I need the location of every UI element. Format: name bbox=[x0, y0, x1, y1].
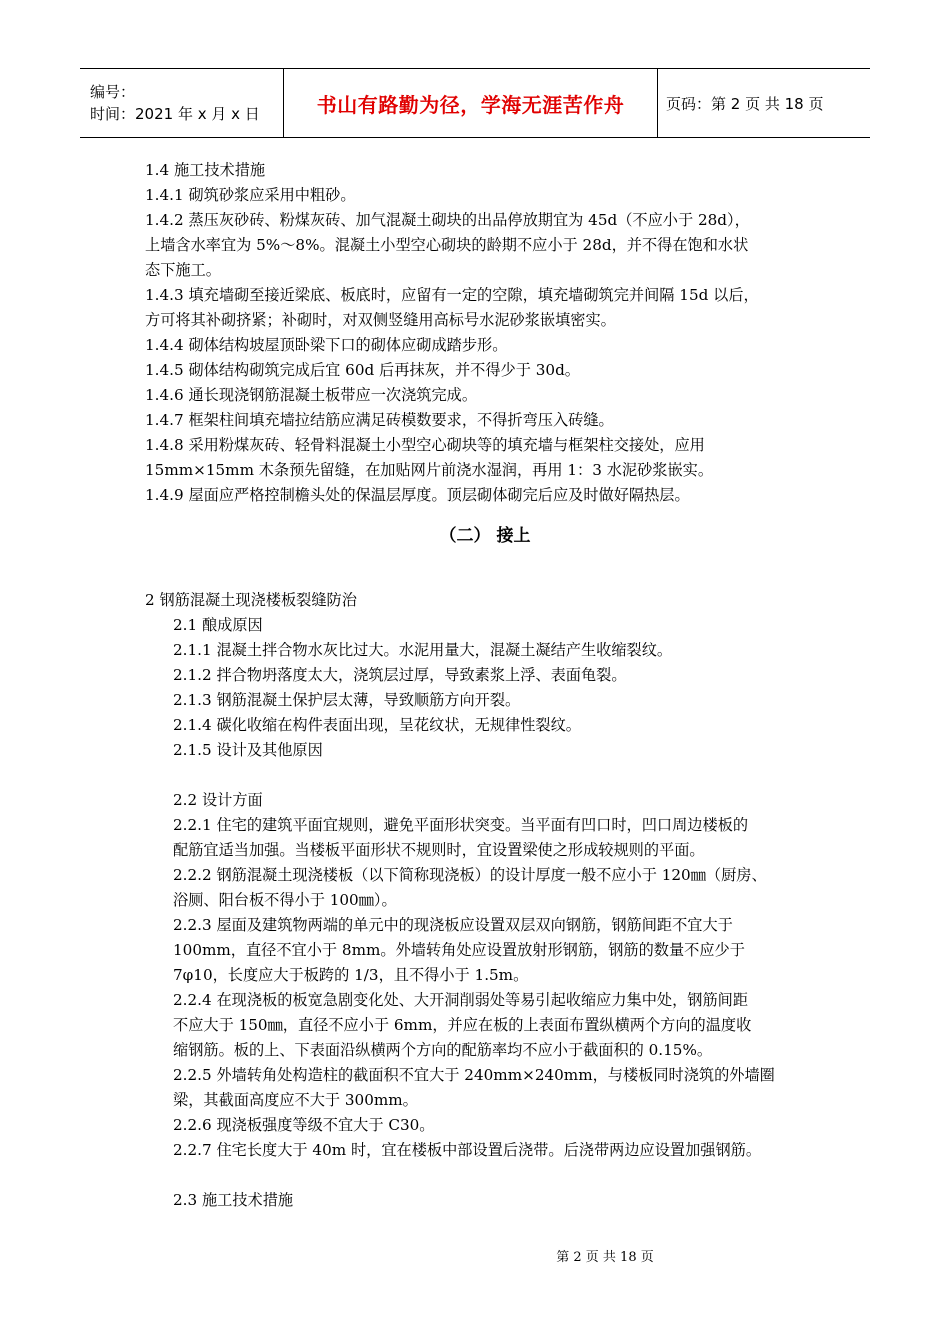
footer-page-number: 第 2 页 共 18 页 bbox=[556, 1250, 654, 1265]
section-construction-technique bbox=[145, 1188, 825, 1213]
text-line: 不应大于 150㎜，直径不应小于 6mm，并应在板的上表面布置纵横两个方向的温度收 bbox=[173, 1016, 752, 1034]
text-line: 浴厕、阳台板不得小于 100㎜）。 bbox=[173, 891, 397, 909]
text-line: 2.1.2 拌合物坍落度太大，浇筑层过厚，导致素浆上浮、表面龟裂。 bbox=[173, 666, 627, 684]
text-line: 2.1.5 设计及其他原因 bbox=[173, 741, 323, 759]
text-line: 配筋宜适当加强。当楼板平面形状不规则时，宜设置梁使之形成较规则的平面。 bbox=[173, 841, 705, 859]
header-meta bbox=[80, 69, 284, 137]
text-line: 2.3 施工技术措施 bbox=[173, 1191, 294, 1209]
section-design bbox=[145, 788, 825, 1163]
section-title: （二） 接上 bbox=[439, 526, 531, 546]
document-time-label: 时间：2021 年 x 月 x 日 bbox=[90, 105, 260, 123]
text-line: 2.2.7 住宅长度大于 40m 时，宜在楼板中部设置后浇带。后浇带两边应设置加强钢筋。 bbox=[173, 1141, 762, 1159]
text-line: 100mm，直径不宜小于 8mm。外墙转角处应设置放射形钢筋，钢筋的数量不应少于 bbox=[173, 941, 745, 959]
text-line: 1.4.5 砌体结构砌筑完成后宜 60d 后再抹灰，并不得少于 30d。 bbox=[145, 361, 580, 379]
document-number-label: 编号： bbox=[90, 83, 136, 101]
text-line: 2.2.1 住宅的建筑平面宜规则，避免平面形状突变。当平面有凹口时，凹口周边楼板的 bbox=[173, 816, 749, 834]
text-line: 1.4.7 框架柱间填充墙拉结筋应满足砖模数要求，不得折弯压入砖缝。 bbox=[145, 411, 614, 429]
text-line: 梁，其截面高度应不大于 300mm。 bbox=[173, 1091, 418, 1109]
text-line: 7φ10，长度应大于板跨的 1/3，且不得小于 1.5m。 bbox=[173, 966, 529, 984]
header-page-cell bbox=[658, 69, 870, 137]
text-line: 1.4.2 蒸压灰砂砖、粉煤灰砖、加气混凝土砌块的出品停放期宜为 45d（不应小于 28d）， bbox=[145, 211, 750, 229]
page-header bbox=[80, 68, 870, 138]
text-line: 1.4.9 屋面应严格控制檐头处的保温层厚度。顶层砌体砌完后应及时做好隔热层。 bbox=[145, 486, 690, 504]
text-line: 15mm×15mm 木条预先留缝，在加贴网片前浇水湿润，再用 1：3 水泥砂浆嵌实。 bbox=[145, 461, 714, 479]
chapter-heading: 2 钢筋混凝土现浇楼板裂缝防治 bbox=[145, 591, 357, 609]
text-line: 2.2.3 屋面及建筑物两端的单元中的现浇板应设置双层双向钢筋，钢筋间距不宜大于 bbox=[173, 916, 733, 934]
text-line: 1.4.3 填充墙砌至接近梁底、板底时，应留有一定的空隙，填充墙砌筑完并间隔 15d 以后， bbox=[145, 286, 759, 304]
text-line: 1.4 施工技术措施 bbox=[145, 161, 266, 179]
text-line: 1.4.8 采用粉煤灰砖、轻骨料混凝土小型空心砌块等的填充墙与框架柱交接处，应用 bbox=[145, 436, 705, 454]
header-motto: 书山有路勤为径，学海无涯苦作舟 bbox=[316, 92, 625, 117]
text-line: 2.2 设计方面 bbox=[173, 791, 263, 809]
document-body bbox=[145, 158, 825, 1213]
header-page-number: 页码：第 2 页 共 18 页 bbox=[666, 94, 824, 113]
text-line: 1.4.4 砌体结构坡屋顶卧梁下口的砌体应砌成踏步形。 bbox=[145, 336, 508, 354]
text-line: 2.2.2 钢筋混凝土现浇楼板（以下简称现浇板）的设计厚度一般不应小于 120㎜（厨房、 bbox=[173, 866, 767, 884]
page-footer bbox=[0, 1246, 950, 1265]
spacer bbox=[145, 763, 825, 788]
text-line: 方可将其补砌挤紧；补砌时，对双侧竖缝用高标号水泥砂浆嵌填密实。 bbox=[145, 311, 616, 329]
text-line: 2.1.3 钢筋混凝土保护层太薄，导致顺筋方向开裂。 bbox=[173, 691, 521, 709]
text-line: 1.4.1 砌筑砂浆应采用中粗砂。 bbox=[145, 186, 356, 204]
header-motto-cell bbox=[284, 69, 658, 137]
text-line: 缩钢筋。板的上、下表面沿纵横两个方向的配筋率均不应小于截面积的 0.15%。 bbox=[173, 1041, 713, 1059]
spacer bbox=[145, 574, 825, 588]
text-line: 上墙含水率宜为 5%～8%。混凝土小型空心砌块的龄期不应小于 28d，并不得在饱和水状 bbox=[145, 236, 749, 254]
spacer bbox=[145, 1163, 825, 1188]
text-line: 1.4.6 通长现浇钢筋混凝土板带应一次浇筑完成。 bbox=[145, 386, 478, 404]
section-construction-measures bbox=[145, 158, 825, 508]
text-line: 2.1 酿成原因 bbox=[173, 616, 263, 634]
text-line: 2.1.1 混凝土拌合物水灰比过大。水泥用量大，混凝土凝结产生收缩裂纹。 bbox=[173, 641, 673, 659]
spacer bbox=[145, 549, 825, 574]
text-line: 态下施工。 bbox=[145, 261, 221, 279]
text-line: 2.2.5 外墙转角处构造柱的截面积不宜大于 240mm×240mm，与楼板同时浇筑的外墙圈 bbox=[173, 1066, 775, 1084]
text-line: 2.2.6 现浇板强度等级不宜大于 C30。 bbox=[173, 1116, 435, 1134]
text-line: 2.2.4 在现浇板的板宽急剧变化处、大开洞削弱处等易引起收缩应力集中处，钢筋间距 bbox=[173, 991, 749, 1009]
text-line: 2.1.4 碳化收缩在构件表面出现，呈花纹状，无规律性裂纹。 bbox=[173, 716, 581, 734]
section-causes bbox=[145, 613, 825, 763]
